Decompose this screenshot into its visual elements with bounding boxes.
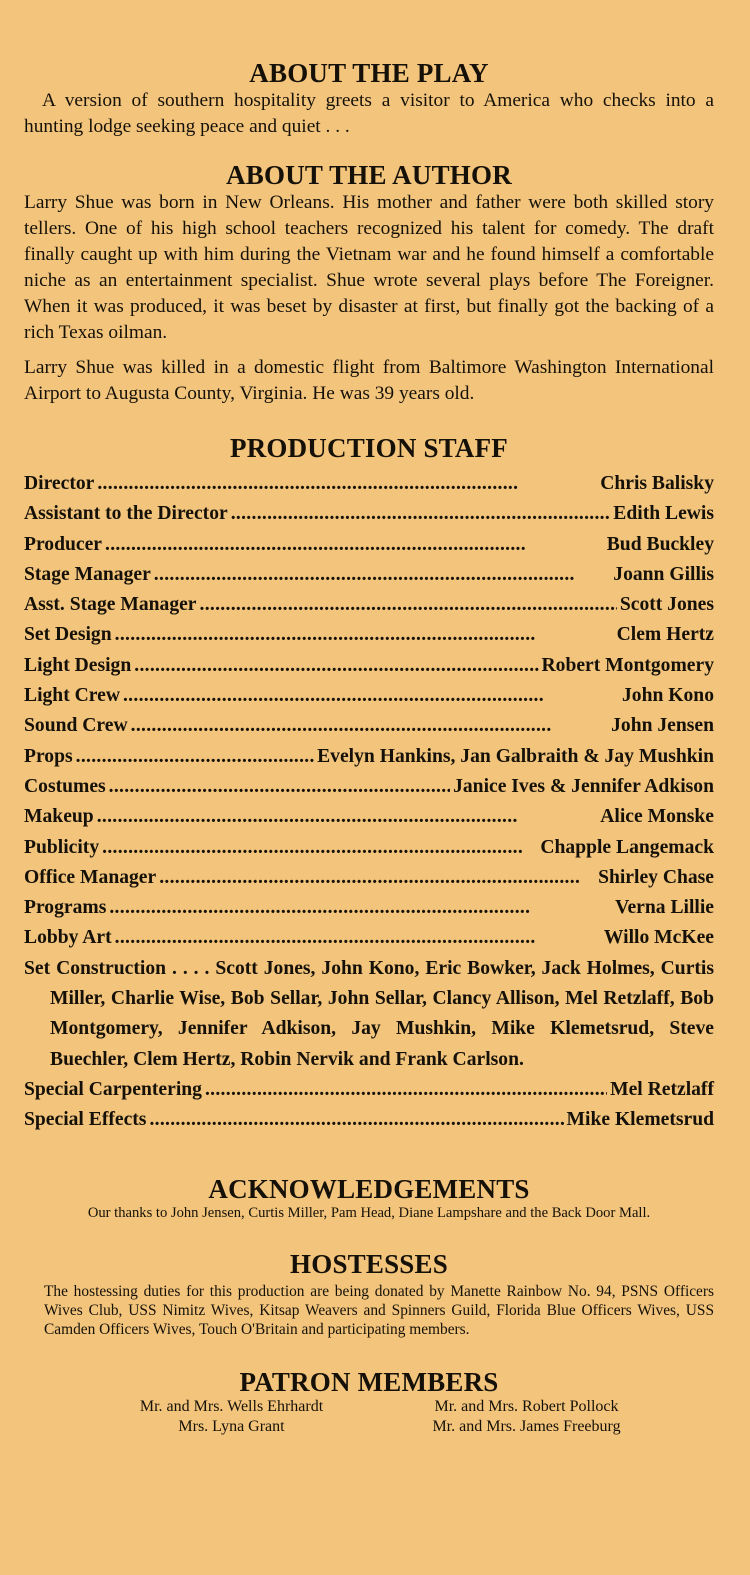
dot-leader (134, 651, 538, 681)
production-staff-heading: PRODUCTION STAFF (230, 433, 508, 463)
acknowledgements-section (24, 1174, 714, 1223)
dot-leader (200, 590, 617, 620)
staff-name: Scott Jones (619, 594, 714, 616)
staff-name: Robert Montgomery (541, 654, 714, 676)
staff-role: Programs (24, 897, 107, 919)
staff-name: Evelyn Hankins, Jan Galbraith & Jay Mushkin (317, 745, 714, 767)
staff-name: Chapple Langemack (540, 836, 714, 858)
staff-role: Director (24, 473, 95, 494)
staff-role: Publicity (24, 836, 100, 858)
dot-leader (76, 742, 314, 772)
staff-row (24, 681, 714, 711)
staff-row (24, 590, 714, 620)
patron-name: Mr. and Mrs. Wells Ehrhardt (139, 1397, 324, 1415)
dot-leader (123, 681, 619, 711)
about-play-text: A version of southern hospitality greets a visitor to America who checks into a hunting lodge seeking peace and quiet . . . (24, 90, 714, 137)
dot-leader (149, 1105, 563, 1135)
staff-role: Stage Manager (24, 563, 151, 585)
staff-row (24, 923, 714, 953)
staff-role: Office Manager (24, 866, 157, 888)
staff-row (24, 742, 714, 772)
staff-list-bottom (24, 1075, 714, 1136)
set-construction-credit: Set Construction . . . . Scott Jones, John Kono, Eric Bowker, Jack Holmes, Curtis Miller, Charlie Wise, Bob Sellar, John Sellar, Clancy Allison, Mel Retzlaff, Bob Montgomery, Jennifer Adkison, Jay Mushkin, Mike Klemetsrud, Steve Buechler, Clem Hertz, Robin Nervik and Frank Carlson. (24, 957, 714, 1070)
staff-row (24, 1105, 714, 1135)
staff-role: Assistant to the Director (24, 503, 228, 525)
staff-row (24, 499, 714, 529)
staff-name: Edith Lewis (613, 503, 714, 525)
staff-list (24, 469, 714, 954)
patron-name: Mrs. Lyna Grant (178, 1417, 285, 1435)
about-author-heading: ABOUT THE AUTHOR (226, 160, 512, 190)
staff-name: Joann Gillis (613, 563, 714, 585)
staff-row (24, 711, 714, 741)
staff-role: Light Design (24, 654, 132, 676)
staff-role: Makeup (24, 806, 94, 828)
production-staff-section (24, 433, 714, 1136)
dot-leader (109, 893, 612, 923)
staff-role: Lobby Art (24, 927, 112, 949)
staff-name: Mike Klemetsrud (566, 1109, 714, 1131)
staff-role: Sound Crew (24, 715, 128, 737)
staff-name: Verna Lillie (615, 897, 714, 919)
dot-leader (102, 833, 537, 863)
staff-role: Asst. Stage Manager (24, 594, 197, 616)
dot-leader (97, 469, 597, 499)
dot-leader (97, 802, 598, 832)
patron-members-section (24, 1367, 714, 1437)
dot-leader (115, 620, 614, 650)
dot-leader (105, 530, 604, 560)
staff-row (24, 469, 714, 499)
staff-role: Special Effects (24, 1109, 147, 1131)
patron-members-heading: PATRON MEMBERS (239, 1366, 499, 1397)
staff-name: John Kono (621, 685, 714, 707)
patron-name: Mr. and Mrs. Robert Pollock (434, 1397, 619, 1415)
staff-row (24, 833, 714, 863)
about-play-section (24, 58, 714, 140)
staff-role: Props (24, 745, 73, 767)
dot-leader (231, 499, 611, 529)
staff-row (24, 893, 714, 923)
staff-row (24, 620, 714, 650)
staff-name: Mel Retzlaff (610, 1078, 714, 1100)
staff-name: Alice Monske (600, 806, 714, 828)
staff-role: Special Carpentering (24, 1078, 202, 1100)
staff-role: Set Design (24, 624, 112, 646)
staff-name: Bud Buckley (606, 533, 714, 555)
dot-leader (159, 863, 595, 893)
staff-role: Light Crew (24, 685, 120, 707)
staff-name: Clem Hertz (616, 624, 714, 646)
patron-list (24, 1397, 714, 1437)
staff-row (24, 560, 714, 590)
staff-name: John Jensen (611, 715, 714, 737)
dot-leader (131, 711, 608, 741)
staff-row (24, 802, 714, 832)
about-play-heading: ABOUT THE PLAY (249, 58, 489, 88)
hostesses-section (24, 1249, 714, 1339)
staff-row (24, 530, 714, 560)
about-author-section (24, 160, 714, 407)
patron-name: Mr. and Mrs. James Freeburg (432, 1417, 621, 1435)
dot-leader (205, 1075, 607, 1105)
hostesses-text: The hostessing duties for this production are being donated by Manette Rainbow No. 94, PSNS Officers Wives Club, USS Nimitz Wives, Kitsap Weavers and Spinners Guild, Florida Blue Officers Wives, USS Camden Officers Wives, Touch O'Britain and participating members. (44, 1282, 714, 1338)
staff-role: Costumes (24, 775, 106, 797)
staff-row (24, 863, 714, 893)
staff-row (24, 772, 714, 802)
author-paragraph: Larry Shue was born in New Orleans. His mother and father were both skilled story tellers. One of his high school teachers recognized his talent for comedy. The draft finally caught up with him during the Vietnam war and he found himself a comfortable niche as an entertainment specialist. Shue wrote several plays before The Foreigner. When it was produced, it was beset by disaster at first, but finally got the backing of a rich Texas oilman. (24, 192, 714, 343)
staff-name: Chris Balisky (600, 473, 714, 494)
acknowledgements-text: Our thanks to John Jensen, Curtis Miller, Pam Head, Diane Lampshare and the Back Door Mall. (87, 1204, 651, 1221)
staff-name: Janice Ives & Jennifer Adkison (453, 775, 714, 797)
author-paragraph: Larry Shue was killed in a domestic flight from Baltimore Washington International Airport to Augusta County, Virginia. He was 39 years old. (24, 357, 714, 404)
dot-leader (154, 560, 610, 590)
acknowledgements-heading: ACKNOWLEDGEMENTS (208, 1173, 530, 1204)
staff-row (24, 651, 714, 681)
dot-leader (109, 772, 450, 802)
dot-leader (115, 923, 601, 953)
staff-name: Willo McKee (603, 927, 714, 949)
hostesses-heading: HOSTESSES (290, 1248, 448, 1279)
staff-row (24, 1075, 714, 1105)
staff-role: Producer (24, 533, 102, 555)
staff-name: Shirley Chase (598, 866, 714, 888)
